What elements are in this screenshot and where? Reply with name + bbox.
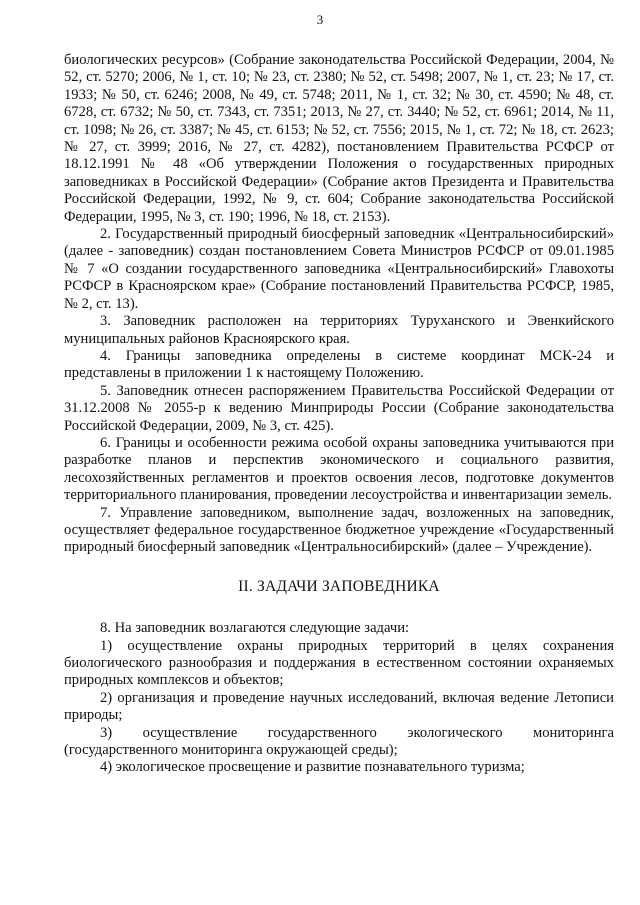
task-item-4: 4) экологическое просвещение и развитие познавательного туризма;: [100, 759, 525, 776]
paragraph-4: 4. Границы заповедника определены в системе координат МСК-24 и представлены в приложении 1 к настоящему Положению.: [64, 347, 614, 382]
paragraph-5: 5. Заповедник отнесен распоряжением Правительства Российской Федерации от 31.12.2008 № 2055-р к ведению Минприроды России (Собрание законодательства Российской Федерации, 2009, № 3, ст. 425).: [64, 382, 614, 434]
task-item-3: 3) осуществление государственного экологического мониторинга (государственного мониторинга окружающей среды);: [64, 724, 614, 759]
paragraph-3: 3. Заповедник расположен на территориях Туруханского и Эвенкийского муниципальных районов Красноярского края.: [64, 313, 614, 347]
task-item-2: 2) организация и проведение научных исследований, включая ведение Летописи природы;: [64, 689, 614, 724]
document-body: [64, 52, 614, 777]
page-number: 3: [316, 12, 324, 27]
paragraph-6: 6. Границы и особенности режима особой охраны заповедника учитываются при разработке планов и перспектив экономического и социального развития, лесохозяйственных регламентов и проектов освоения лесов, подготовке документов территориального планирования, проведении лесоустройства и инвентаризации земель.: [64, 434, 614, 504]
task-item-1: 1) осуществление охраны природных территорий в целях сохранения биологического разнообразия и поддержания в естественном состоянии охраняемых природных комплексов и объектов;: [64, 637, 614, 689]
paragraph-7: 7. Управление заповедником, выполнение задач, возложенных на заповедник, осуществляет федеральное государственное бюджетное учреждение «Государственный природный биосферный заповедник «Центральносибирский» (далее – Учреждение).: [64, 504, 614, 556]
section-heading: II. ЗАДАЧИ ЗАПОВЕДНИКА: [238, 577, 440, 595]
paragraph-2: 2. Государственный природный биосферный заповедник «Центральносибирский» (далее - заповедник) создан постановлением Совета Министров РСФСР от 09.01.1985 № 7 «О создании государственного заповедника «Центральносибирский» Главохоты РСФСР в Красноярском крае» (Собрание постановлений Правительства РСФСР, 1985, № 2, ст. 13).: [64, 226, 614, 312]
paragraph-8: 8. На заповедник возлагаются следующие задачи:: [100, 620, 410, 637]
paragraph-continuation: биологических ресурсов» (Собрание законодательства Российской Федерации, 2004, № 52, ст. 5270; 2006, № 1, ст. 10; № 23, ст. 2380; № 52, ст. 5498; 2007, № 1, ст. 23; № 17, ст. 1933; № 50, ст. 6246; 2008, № 49, ст. 5748; 2011, № 1, ст. 32; № 30, ст. 4590; № 48, ст. 6728, ст. 6732; № 50, ст. 7343, ст. 7351; 2013, № 27, ст. 3440; № 52, ст. 6961; 2014, № 11, ст. 1098; № 26, ст. 3387; № 45, ст. 6153; № 52, ст. 7556; 2015, № 1, ст. 72; № 18, ст. 2623; № 27, ст. 3999; 2016, № 27, ст. 4282), постановлением Правительства РСФСР от 18.12.1991 № 48 «Об утверждении Положения о государственных природных заповедниках в Российской Федерации» (Собрание актов Президента и Правительства Российской Федерации, 1992, № 9, ст. 604; Собрание законодательства Российской Федерации, 1995, № 3, ст. 190; 1996, № 18, ст. 2153).: [64, 52, 614, 225]
